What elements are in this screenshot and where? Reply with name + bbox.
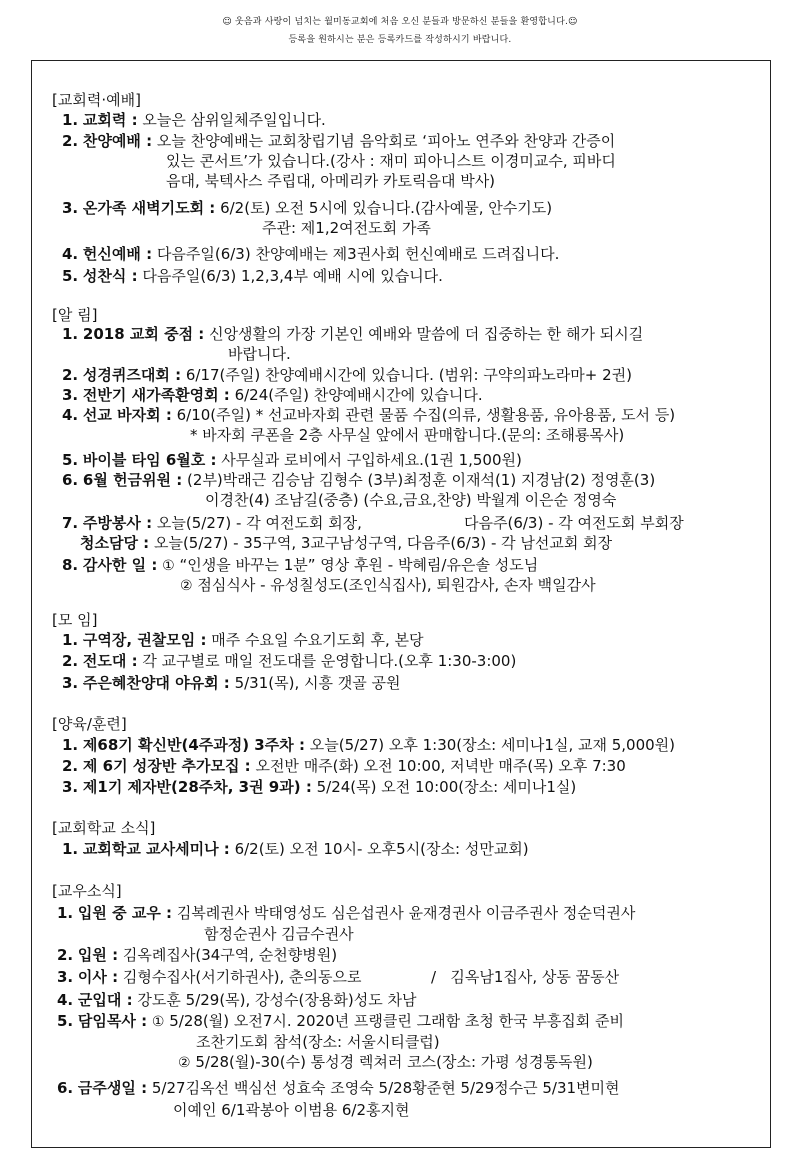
list-item: 2. 제 6기 성장반 추가모집 : 오전반 매주(화) 오전 10:00, 저녁반 매주(목) 오후 7:30 [62, 757, 626, 775]
section-title-notices: [알 림] [52, 306, 98, 324]
section-title-meetings: [모 임] [52, 611, 98, 629]
list-item: 1. 교회학교 교사세미나 : 6/2(토) 오전 10시- 오후5시(장소: 성만교회) [62, 840, 529, 858]
list-item: 3. 이사 : 김형수집사(서기하권사), 춘의동으로 [57, 968, 362, 986]
list-item: 1. 구역장, 권찰모임 : 매주 수요일 수요기도회 후, 본당 [62, 631, 424, 649]
list-item: 5. 성찬식 : 다음주일(6/3) 1,2,3,4부 예배 시에 있습니다. [62, 267, 443, 285]
list-item: 2. 성경퀴즈대회 : 6/17(주일) 찬양예배시간에 있습니다. (범위: 구약의파노라마+ 2권) [62, 366, 633, 384]
list-item-cont: 함정순권사 김금수권사 [204, 925, 354, 943]
list-item: 청소담당 : 오늘(5/27) - 35구역, 3교구남성구역, 다음주(6/3) - 각 남선교회 회장 [80, 534, 613, 552]
section-title-training: [양육/훈련] [52, 715, 127, 733]
registration-line: 등록을 원하시는 분은 등록카드를 작성하시기 바랍니다. [288, 35, 512, 45]
section-title-member-news: [교우소식] [52, 882, 122, 900]
list-item: 2. 입원 : 김옥례집사(34구역, 순천향병원) [57, 946, 338, 964]
list-item: 1. 입원 중 교우 : 김복례권사 박태영성도 심은섭권사 윤재경권사 이금주권사 정순덕권사 [57, 904, 636, 922]
list-item: 3. 전반기 새가족환영회 : 6/24(주일) 찬양예배시간에 있습니다. [62, 386, 483, 404]
list-item-cont: ② 점심식사 - 유성칠성도(조인식집사), 퇴원감사, 손자 백일감사 [180, 576, 596, 594]
list-item: 3. 온가족 새벽기도회 : 6/2(토) 오전 5시에 있습니다.(감사예물, 안수기도) [62, 199, 553, 217]
section-title-worship: [교회력·예배] [52, 91, 141, 109]
list-item-cont: 다음주(6/3) - 각 여전도회 부회장 [464, 514, 684, 532]
list-item: 5. 담임목사 : ① 5/28(월) 오전7시. 2020년 프랭클린 그래함 초청 한국 부흥집회 준비 [57, 1012, 625, 1030]
list-item-cont: 음대, 북텍사스 주립대, 아메리카 카토릭음대 박사) [166, 172, 496, 190]
welcome-line: ☺ 웃음과 사랑이 넘치는 월미동교회에 처음 오신 분들과 방문하신 분들을 환영합니다.☺ [222, 17, 578, 27]
list-item: 4. 선교 바자회 : 6/10(주일) * 선교바자회 관련 물품 수집(의류, 생활용품, 유아용품, 도서 등) [62, 406, 676, 424]
list-item: 3. 주은혜찬양대 야유회 : 5/31(목), 시흥 갯골 공원 [62, 674, 401, 692]
list-item-cont: 있는 콘서트’가 있습니다.(강사 : 재미 피아니스트 이경미교수, 피바디 [166, 152, 616, 170]
list-item: 4. 군입대 : 강도훈 5/29(목), 강성수(장용화)성도 차남 [57, 991, 417, 1009]
list-item: 1. 2018 교회 중점 : 신앙생활의 가장 기본인 예배와 말씀에 더 집중하는 한 해가 되시길 [62, 325, 644, 343]
list-item: 2. 찬양예배 : 오늘 찬양예배는 교회창립기념 음악회로 ‘피아노 연주와 찬양과 간증이 [62, 132, 616, 150]
list-item-cont: 이경찬(4) 조남길(중층) (수요,금요,찬양) 박월계 이은순 정영숙 [205, 491, 617, 509]
list-item-cont: 바랍니다. [228, 345, 291, 363]
list-item-cont: 이예인 6/1곽봉아 이범용 6/2홍지현 [173, 1101, 410, 1119]
list-item-cont: 주관: 제1,2여전도회 가족 [262, 219, 431, 237]
list-item: 6. 6월 헌금위원 : (2부)박래근 김승남 김형수 (3부)최정훈 이재석(1) 지경남(2) 정영훈(3) [62, 471, 656, 489]
list-item: 4. 헌신예배 : 다음주일(6/3) 찬양예배는 제3권사회 헌신예배로 드려집니다. [62, 245, 560, 263]
section-title-church-school: [교회학교 소식] [52, 819, 156, 837]
list-item: 1. 교회력 : 오늘은 삼위일체주일입니다. [62, 111, 326, 129]
list-item: 7. 주방봉사 : 오늘(5/27) - 각 여전도회 회장, [62, 514, 362, 532]
list-item-cont: / 김옥남1집사, 상동 꿈동산 [431, 968, 620, 986]
list-item: 3. 제1기 제자반(28주차, 3권 9과) : 5/24(목) 오전 10:00(장소: 세미나1실) [62, 778, 577, 796]
list-item: 2. 전도대 : 각 교구별로 매일 전도대를 운영합니다.(오후 1:30-3:00) [62, 652, 517, 670]
list-item: 1. 제68기 확신반(4주과정) 3주차 : 오늘(5/27) 오후 1:30(장소: 세미나1실, 교재 5,000원) [62, 736, 676, 754]
list-item-cont: 조찬기도회 참석(장소: 서울시티클럽) [196, 1033, 440, 1051]
list-item-cont: * 바자회 쿠폰을 2층 사무실 앞에서 판매합니다.(문의: 조해룡목사) [190, 426, 625, 444]
list-item-cont: ② 5/28(월)-30(수) 통성경 렉쳐러 코스(장소: 가평 성경통독원) [178, 1053, 593, 1071]
list-item: 8. 감사한 일 : ① “인생을 바꾸는 1분” 영상 후원 - 박혜림/유은솔 성도님 [62, 556, 539, 574]
list-item: 6. 금주생일 : 5/27김옥선 백심선 성효숙 조영숙 5/28황준현 5/29정수근 5/31변미현 [57, 1079, 620, 1097]
list-item: 5. 바이블 타임 6월호 : 사무실과 로비에서 구입하세요.(1권 1,500원) [62, 451, 522, 469]
